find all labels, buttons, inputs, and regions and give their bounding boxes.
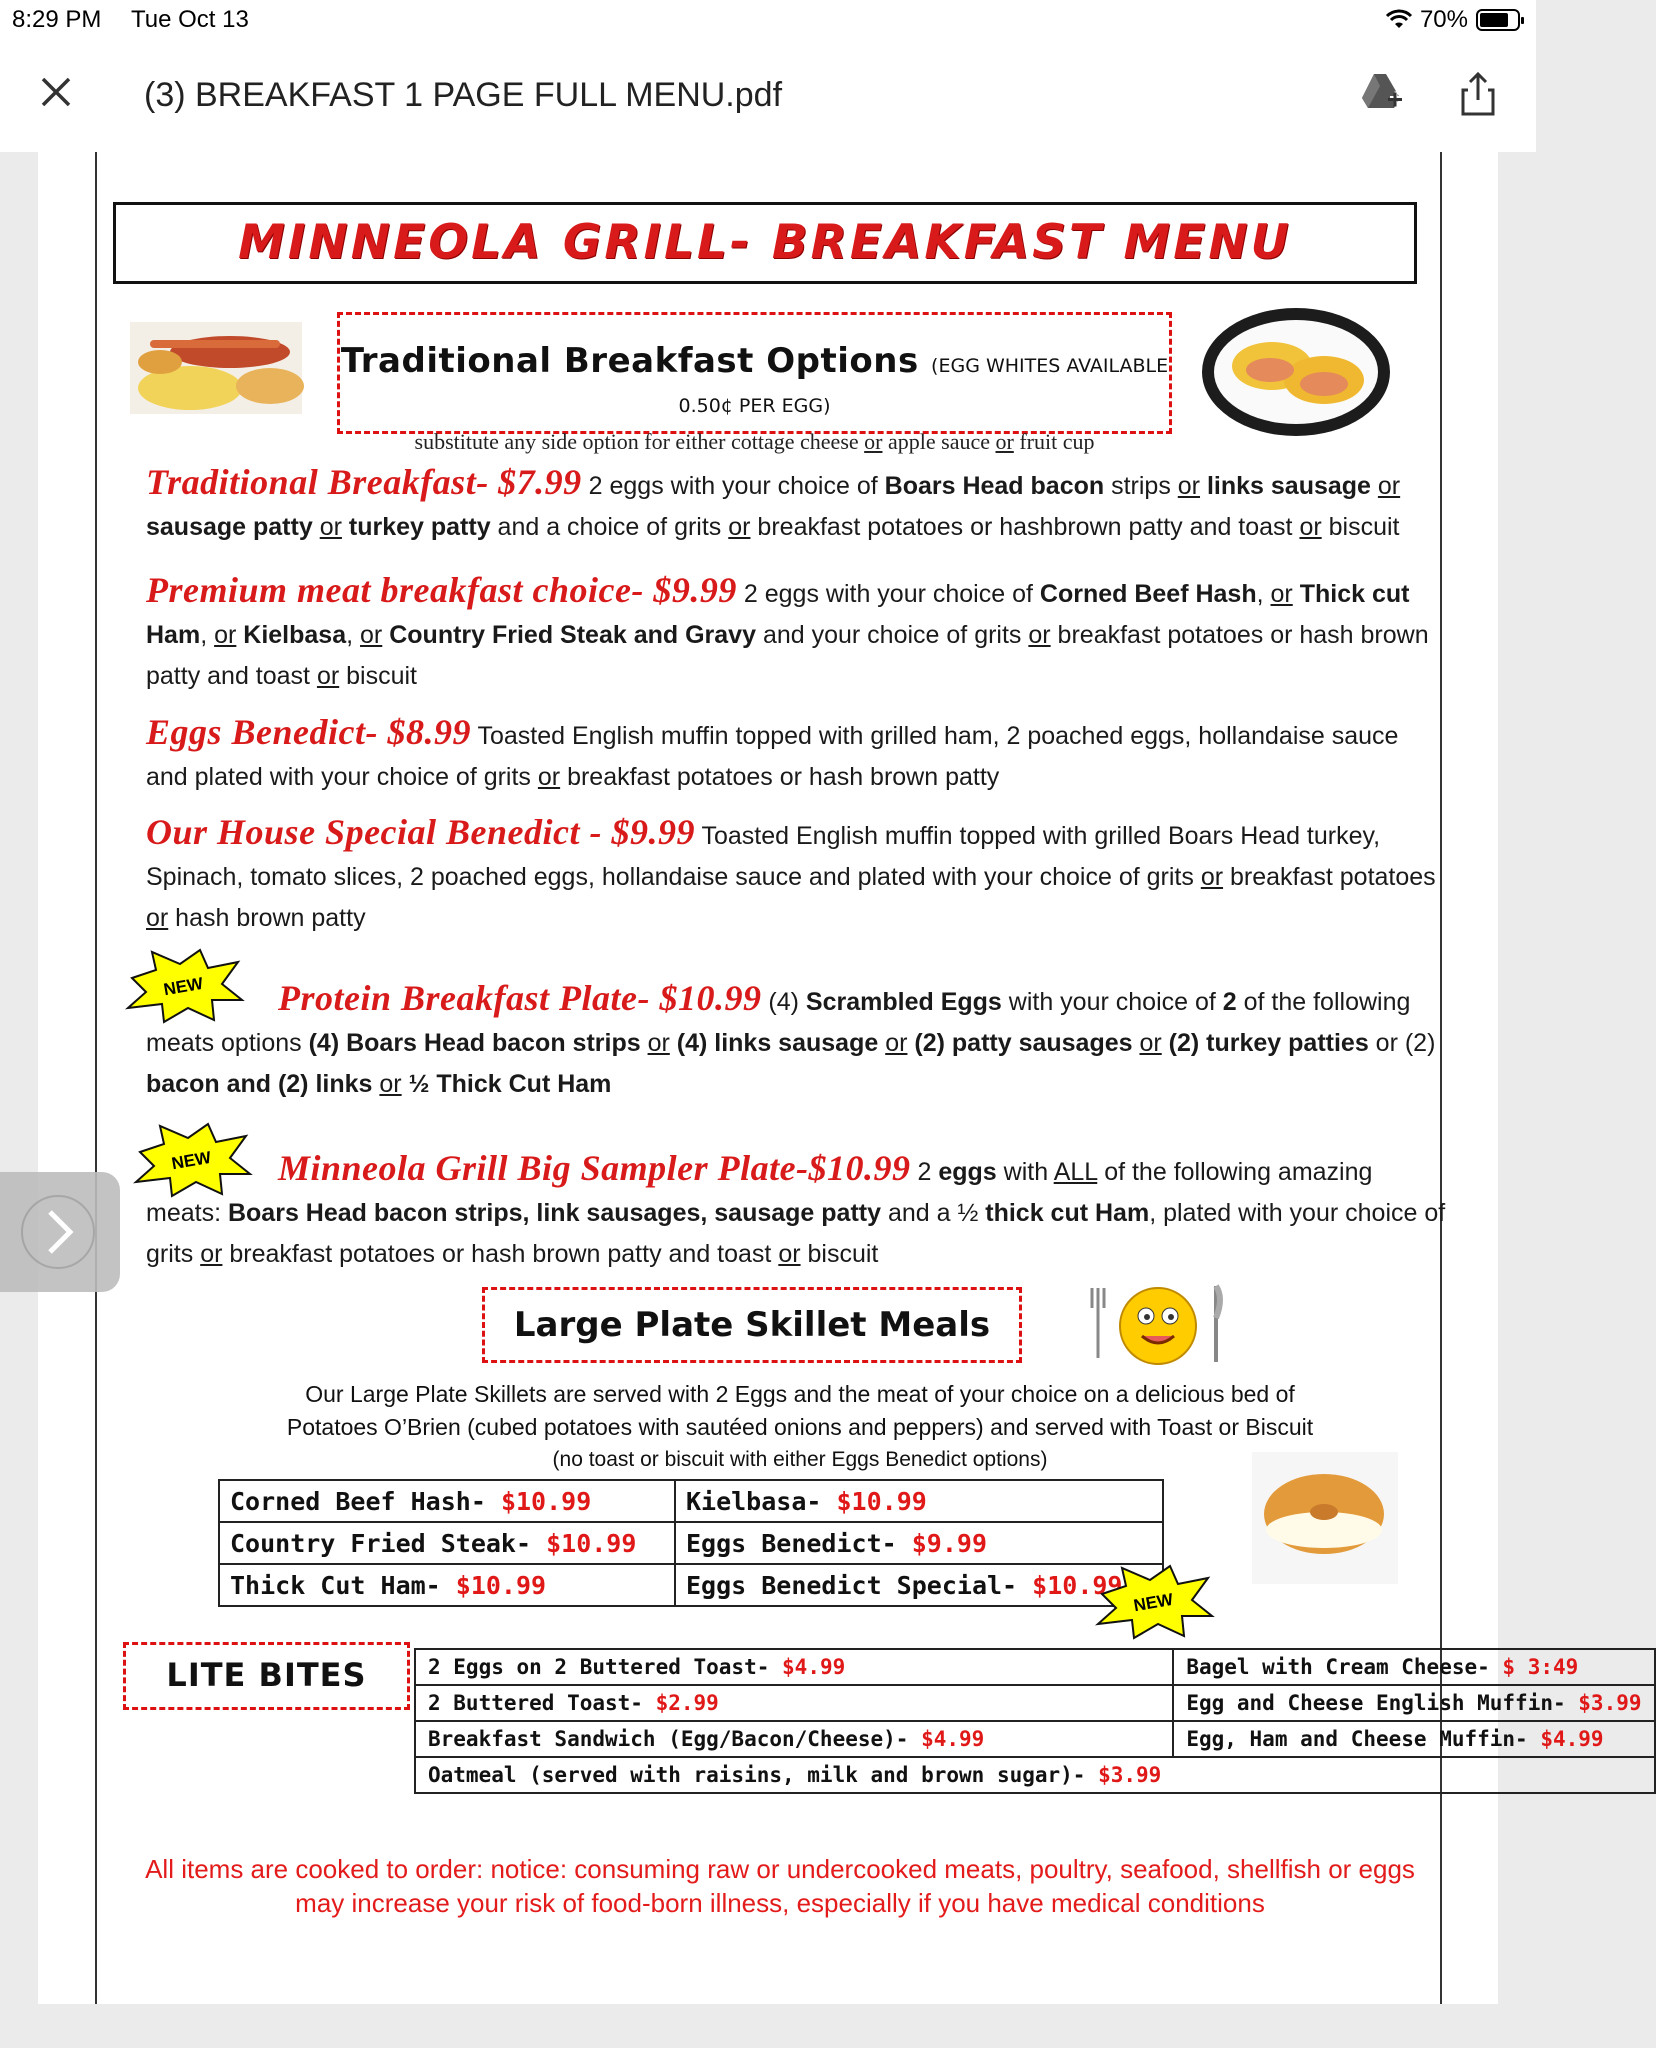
app-header — [0, 0, 1536, 152]
menu-heading: MINNEOLA GRILL- BREAKFAST MENU — [238, 215, 1292, 270]
traditional-options-box — [337, 312, 1172, 454]
item-name: Our House Special Benedict - $9.99 — [146, 812, 695, 852]
hungry-smiley-icon — [1084, 1278, 1230, 1372]
dish-price: $4.99 — [921, 1727, 985, 1751]
wifi-icon — [1386, 10, 1412, 30]
dish-name: Egg, Ham and Cheese Muffin- — [1186, 1727, 1528, 1751]
menu-item-eggs-benedict: Eggs Benedict- $8.99 Toasted English muffin topped with grilled ham, 2 poached eggs, hollandaise sauce and plated with your choice of grits or breakfast potatoes or hash brown patty — [146, 712, 1399, 791]
dish-name: 2 Buttered Toast- — [428, 1691, 643, 1715]
svg-text:NEW: NEW — [162, 973, 205, 1000]
next-page-button[interactable] — [0, 1172, 120, 1292]
dish-price: $9.99 — [911, 1528, 988, 1558]
status-time: 8:29 PM — [12, 6, 102, 33]
dish-price: $10.99 — [455, 1570, 547, 1600]
status-date: Tue Oct 13 — [131, 6, 249, 33]
dish-name: Egg and Cheese English Muffin- — [1186, 1691, 1566, 1715]
menu-cell — [1173, 1757, 1654, 1793]
share-icon[interactable] — [1460, 70, 1496, 118]
dish-name: Corned Beef Hash- — [230, 1486, 486, 1516]
dish-name: Eggs Benedict Special- — [685, 1570, 1018, 1600]
menu-cell — [415, 1757, 1173, 1793]
table-row — [415, 1685, 1655, 1721]
dish-price: $10.99 — [500, 1486, 592, 1516]
dish-price: $3.99 — [1098, 1763, 1162, 1787]
new-badge — [1092, 1564, 1216, 1640]
menu-item-protein-plate: Protein Breakfast Plate- $10.99 (4) Scrambled Eggs with your choice of 2 of the following meats options (4) Boars Head bacon strips or (4) links sausage or (2) patty sausages or (2) turkey patties or (2) bacon and (2) links or ½ Thick Cut Ham — [146, 978, 1436, 1098]
lite-bites-title: LITE BITES — [166, 1656, 367, 1694]
menu-cell — [1173, 1649, 1654, 1685]
dish-name: Thick Cut Ham- — [230, 1570, 441, 1600]
table-row — [415, 1757, 1655, 1793]
item-name: Protein Breakfast Plate- $10.99 — [278, 978, 762, 1018]
dish-name: 2 Eggs on 2 Buttered Toast- — [428, 1655, 770, 1679]
dish-price: $4.99 — [1540, 1727, 1604, 1751]
food-safety-notice: All items are cooked to order: notice: consuming raw or undercooked meats, poultry, seafood, shellfish or eggs may increase your risk of food-born illness, especially if you have medical conditions — [145, 1854, 1415, 1918]
dish-price: $10.99 — [546, 1528, 637, 1558]
table-row — [219, 1522, 1163, 1564]
menu-cell — [1173, 1685, 1654, 1721]
skillet-note: (no toast or biscuit with either Eggs Benedict options) — [552, 1448, 1048, 1471]
table-row — [219, 1480, 1163, 1522]
menu-item-traditional-breakfast: Traditional Breakfast- $7.99 2 eggs with your choice of Boars Head bacon strips or links sausage or sausage patty or turkey patty and a choice of grits or breakfast potatoes or hashbrown patty and toast or biscuit — [146, 462, 1401, 541]
egg-whites-note: (EGG WHITES AVAILABLE 0.50¢ PER EGG) — [678, 355, 1169, 417]
dish-name: Oatmeal (served with raisins, milk and brown sugar)- — [428, 1763, 1086, 1787]
battery-percent: 70% — [1419, 6, 1468, 33]
dish-price: $3.99 — [1578, 1691, 1642, 1715]
item-name: Eggs Benedict- $8.99 — [146, 712, 471, 752]
chevron-right-icon — [0, 1172, 120, 1292]
menu-cell — [675, 1480, 1163, 1522]
menu-cell — [219, 1564, 675, 1606]
dish-price: $ 3:49 — [1502, 1655, 1579, 1679]
skillet-table — [218, 1479, 1164, 1607]
dish-price: $2.99 — [655, 1691, 719, 1715]
menu-cell — [415, 1685, 1173, 1721]
traditional-options-subtitle: substitute any side option for either cottage cheese or apple sauce or fruit cup — [414, 429, 1095, 454]
item-name: Minneola Grill Big Sampler Plate-$10.99 — [278, 1148, 911, 1188]
document-title: (3) BREAKFAST 1 PAGE FULL MENU.pdf — [144, 76, 783, 114]
close-icon[interactable] — [38, 74, 74, 110]
dish-price: $10.99 — [836, 1486, 927, 1516]
menu-cell — [219, 1522, 675, 1564]
menu-cell — [415, 1721, 1173, 1757]
page-margin-line — [95, 152, 97, 2004]
breakfast-photo — [130, 322, 302, 414]
dish-price: $4.99 — [782, 1655, 846, 1679]
menu-cell — [675, 1522, 1163, 1564]
dish-price: $10.99 — [1032, 1570, 1123, 1600]
table-row — [415, 1721, 1655, 1757]
skillet-meals-title: Large Plate Skillet Meals — [513, 1305, 991, 1345]
dish-name: Kielbasa- — [685, 1486, 822, 1516]
table-row — [415, 1649, 1655, 1685]
menu-cell — [675, 1564, 1163, 1606]
menu-heading-box — [113, 202, 1417, 284]
menu-item-house-special-benedict: Our House Special Benedict - $9.99 Toasted English muffin topped with grilled Boars Head turkey, Spinach, tomato slices, 2 poached eggs, hollandaise sauce and plated with your choice of grits or breakfast potatoes or hash brown patty — [146, 812, 1436, 932]
skillet-meals-box — [482, 1287, 1022, 1363]
dish-name: Country Fried Steak- — [230, 1528, 532, 1558]
bagel-photo — [1252, 1452, 1398, 1584]
dish-name: Breakfast Sandwich (Egg/Bacon/Cheese)- — [428, 1727, 909, 1751]
item-name: Traditional Breakfast- $7.99 — [146, 462, 582, 502]
menu-cell — [1173, 1721, 1654, 1757]
svg-text:NEW: NEW — [170, 1147, 213, 1174]
item-name: Premium meat breakfast choice- $9.99 — [146, 570, 737, 610]
menu-item-premium-meat: Premium meat breakfast choice- $9.99 2 eggs with your choice of Corned Beef Hash, or Thick cut Ham, or Kielbasa, or Country Fried Steak and Gravy and your choice of grits or breakfast potatoes or hash brown patty and toast or biscuit — [146, 570, 1429, 690]
skillet-description: Our Large Plate Skillets are served with 2 Eggs and the meat of your choice on a delicious bed of Potatoes O’Brien (cubed potatoes with sautéed onions and peppers) and served with Toast or Biscuit — [286, 1381, 1314, 1440]
svg-text:NEW: NEW — [1132, 1589, 1175, 1616]
lite-bites-table — [414, 1648, 1656, 1794]
menu-cell — [219, 1480, 675, 1522]
lite-bites-box — [123, 1642, 410, 1710]
menu-cell — [415, 1649, 1173, 1685]
dish-name: Eggs Benedict- — [685, 1528, 897, 1558]
menu-item-big-sampler: Minneola Grill Big Sampler Plate-$10.99 2 eggs with ALL of the following amazing meats: Boars Head bacon strips, link sausages, sausage patty and a ½ thick cut Ham, plated with your choice of grits or breakfast potatoes or hash brown patty and toast or biscuit — [146, 1148, 1446, 1268]
traditional-options-title: Traditional Breakfast Options (EGG WHITES AVAILABLE 0.50¢ PER EGG) — [340, 341, 1169, 417]
battery-icon — [1476, 9, 1520, 31]
benedict-photo — [1200, 306, 1392, 438]
add-to-drive-icon[interactable] — [1360, 72, 1404, 112]
status-right — [1386, 6, 1520, 34]
dish-name: Bagel with Cream Cheese- — [1186, 1655, 1490, 1679]
table-row — [219, 1564, 1163, 1606]
